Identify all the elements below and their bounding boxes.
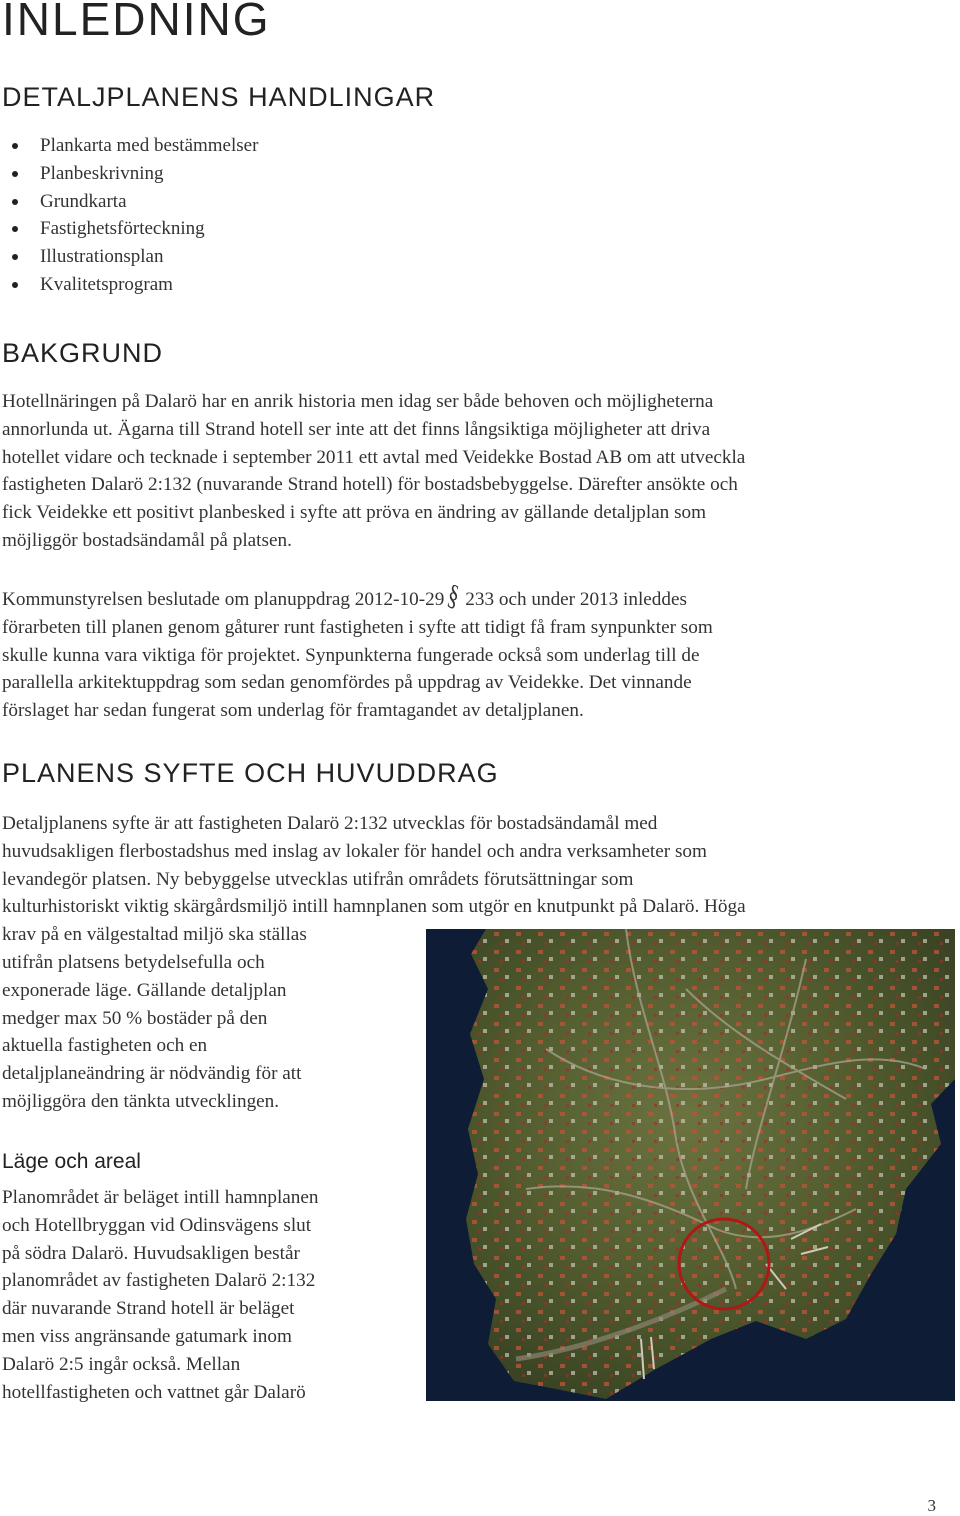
page-title: INLEDNING [2, 0, 271, 45]
lage-paragraph: Planområdet är beläget intill hamnplanen och Hotellbryggan vid Odinsvägens slut på södra Dalarö. Huvudsakligen består planområdet av fastigheten Dalarö 2:132 där nuvarande Strand hotell är beläget men viss angränsande gatumark inom Dalarö 2:5 ingår också. Mellan hotellfastigheten och vattnet går Dalarö [2, 1187, 319, 1403]
page-number: 3 [927, 1496, 936, 1515]
heading-handlingar: DETALJPLANENS HANDLINGAR [2, 82, 436, 112]
bullet-icon [12, 282, 18, 288]
list-item: Plankarta med bestämmelser [0, 132, 258, 160]
heading-syfte: PLANENS SYFTE OCH HUVUDDRAG [2, 758, 499, 788]
document-list [0, 132, 258, 299]
list-item: Illustrationsplan [0, 243, 258, 271]
section-sign: § [445, 577, 463, 614]
bullet-icon [12, 171, 18, 177]
aerial-photo [426, 929, 955, 1401]
list-item: Grundkarta [0, 188, 258, 216]
heading-bakgrund: BAKGRUND [2, 338, 164, 368]
bakgrund-paragraph-2: Kommunstyrelsen beslutade om planuppdrag 2012-10-29§ 233 och under 2013 inleddes förarbeten till planen genom gåturer runt fastigheten i syfte att tidigt få fram synpunkter som skulle kunna vara viktiga för projektet. Synpunkterna fungerade också som underlag till de parallella arkitektuppdrag som sedan genomfördes på uppdrag av Veidekke. Det vinnande förslaget har sedan fungerat som underlag för framtagandet av detaljplanen. [2, 577, 713, 722]
list-item: Fastighetsförteckning [0, 215, 258, 243]
bullet-icon [12, 199, 18, 205]
bullet-icon [12, 226, 18, 232]
list-item: Kvalitetsprogram [0, 271, 258, 299]
bakgrund-paragraph-1: Hotellnäringen på Dalarö har en anrik historia men idag ser både behoven och möjligheterna annorlunda ut. Ägarna till Strand hotell ser inte att det finns långsiktiga möjligheter att driva hotellet vidare och tecknade i september 2011 ett avtal med Veidekke Bostad AB om att utveckla fastigheten Dalarö 2:132 (nuvarande Strand hotell) för bostadsbebyggelse. Därefter ansökte och fick Veidekke ett positivt planbesked i syfte att pröva en ändring av gällande detaljplan som möjliggör bostadsändamål på platsen. [2, 391, 746, 551]
list-item: Planbeskrivning [0, 160, 258, 188]
heading-lage: Läge och areal [2, 1150, 141, 1173]
bullet-icon [12, 254, 18, 260]
syfte-paragraph: Detaljplanens syfte är att fastigheten Dalarö 2:132 utvecklas för bostadsändamål med huvudsakligen flerbostadshus med inslag av lokaler för handel och andra verksamheter som levandegör platsen. Ny bebyggelse utvecklas utifrån områdets förutsättningar som kulturhistoriskt viktig skärgårdsmiljö intill hamnplanen som utgör en knutpunkt på Dalarö. Höga krav på en välgestaltad miljö ska ställas utifrån platsens betydelsefulla och exponerade läge. Gällande detaljplan medger max 50 % bostäder på den aktuella fastigheten och en detaljplaneändring är nödvändig för att möjliggöra den tänkta utvecklingen. [2, 813, 746, 1112]
bullet-icon [12, 143, 18, 149]
